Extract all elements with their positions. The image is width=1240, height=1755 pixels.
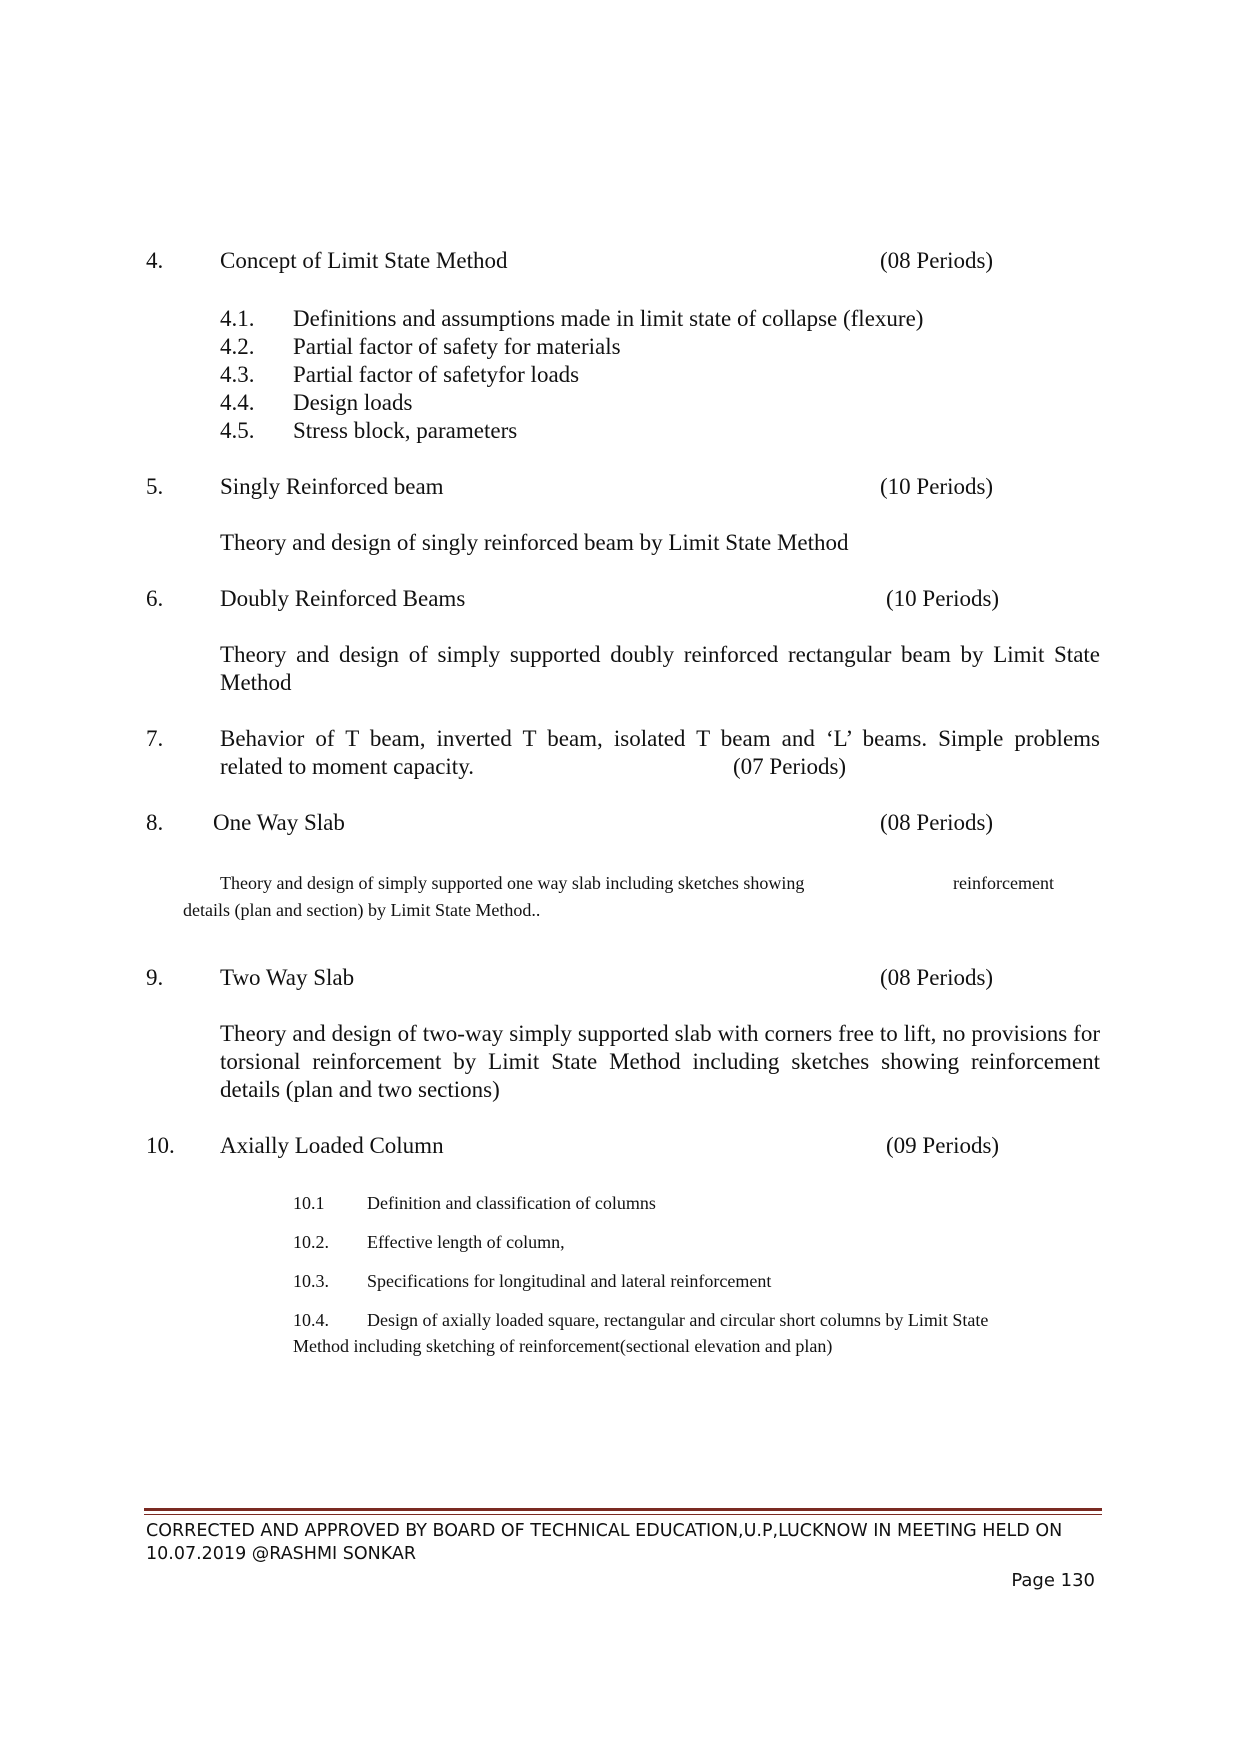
section-5-body: Theory and design of singly reinforced beam by Limit State Method <box>220 530 849 555</box>
section-6-periods: (10 Periods) <box>886 586 1000 611</box>
section-8-body-line1-end: reinforcement <box>953 873 1054 893</box>
section-8-body-line1: Theory and design of simply supported one way slab including sketches showing <box>220 873 805 893</box>
page-number: Page 130 <box>1011 1570 1095 1591</box>
section-7-number: 7. <box>146 726 164 751</box>
item-4-5-number: 4.5. <box>220 418 255 443</box>
section-5-title: Singly Reinforced beam <box>220 474 444 499</box>
section-7-periods: (07 Periods) <box>733 754 847 779</box>
item-10-4-continuation: Method including sketching of reinforcement(sectional elevation and plan) <box>293 1336 833 1356</box>
section-4-title: Concept of Limit State Method <box>220 248 508 273</box>
item-10-2-text: Effective length of column, <box>367 1232 565 1252</box>
section-8-title: One Way Slab <box>213 810 345 835</box>
item-10-3-number: 10.3. <box>293 1271 329 1291</box>
item-4-1-number: 4.1. <box>220 306 255 331</box>
section-10-number: 10. <box>146 1133 175 1158</box>
section-10-title: Axially Loaded Column <box>220 1133 444 1158</box>
item-4-2-number: 4.2. <box>220 334 255 359</box>
section-9-periods: (08 Periods) <box>880 965 994 990</box>
item-10-4-number: 10.4. <box>293 1310 329 1330</box>
footer-approval-text <box>146 1520 1106 1566</box>
item-4-3-text: Partial factor of safetyfor loads <box>293 362 580 387</box>
section-4-number: 4. <box>146 248 164 273</box>
item-4-4-number: 4.4. <box>220 390 255 415</box>
footer-line-1: CORRECTED AND APPROVED BY BOARD OF TECHNICAL EDUCATION,U.P,LUCKNOW IN MEETING HELD ON <box>146 1521 1063 1541</box>
item-4-4-text: Design loads <box>293 390 413 415</box>
section-10-periods: (09 Periods) <box>886 1133 1000 1158</box>
footer-line-2: 10.07.2019 @RASHMI SONKAR <box>146 1544 417 1564</box>
item-4-2-text: Partial factor of safety for materials <box>293 334 621 359</box>
item-4-1-text: Definitions and assumptions made in limit state of collapse (flexure) <box>293 306 924 331</box>
section-7-line1: Behavior of T beam, inverted T beam, isolated T beam and ‘L’ beams. Simple problems <box>220 726 1100 751</box>
section-6-number: 6. <box>146 586 164 611</box>
section-8-number: 8. <box>146 810 164 835</box>
section-5-number: 5. <box>146 474 164 499</box>
section-7-line2: related to moment capacity. <box>220 754 474 779</box>
section-6-title: Doubly Reinforced Beams <box>220 586 466 611</box>
item-4-5-text: Stress block, parameters <box>293 418 518 443</box>
item-10-2-number: 10.2. <box>293 1232 329 1252</box>
section-6-body: Theory and design of simply supported doubly reinforced rectangular beam by Limit State Method <box>220 642 1100 695</box>
item-10-1-number: 10.1 <box>293 1193 325 1213</box>
item-10-1-text: Definition and classification of columns <box>367 1193 656 1213</box>
item-10-4-text: Design of axially loaded square, rectangular and circular short columns by Limit State <box>367 1310 989 1330</box>
item-10-3-text: Specifications for longitudinal and lateral reinforcement <box>367 1271 772 1291</box>
footer-rule-thin <box>144 1514 1102 1515</box>
section-5-periods: (10 Periods) <box>880 474 994 499</box>
item-4-3-number: 4.3. <box>220 362 255 387</box>
footer-rule-thick <box>144 1508 1102 1511</box>
section-9-number: 9. <box>146 965 164 990</box>
section-4-periods: (08 Periods) <box>880 248 994 273</box>
section-9-title: Two Way Slab <box>220 965 355 990</box>
section-9-body: Theory and design of two-way simply supported slab with corners free to lift, no provisions for torsional reinforcement by Limit State Method including sketches showing reinforcement details (plan and two sections) <box>220 1021 1100 1102</box>
section-8-body-line2: details (plan and section) by Limit State Method.. <box>183 900 541 920</box>
section-8-periods: (08 Periods) <box>880 810 994 835</box>
